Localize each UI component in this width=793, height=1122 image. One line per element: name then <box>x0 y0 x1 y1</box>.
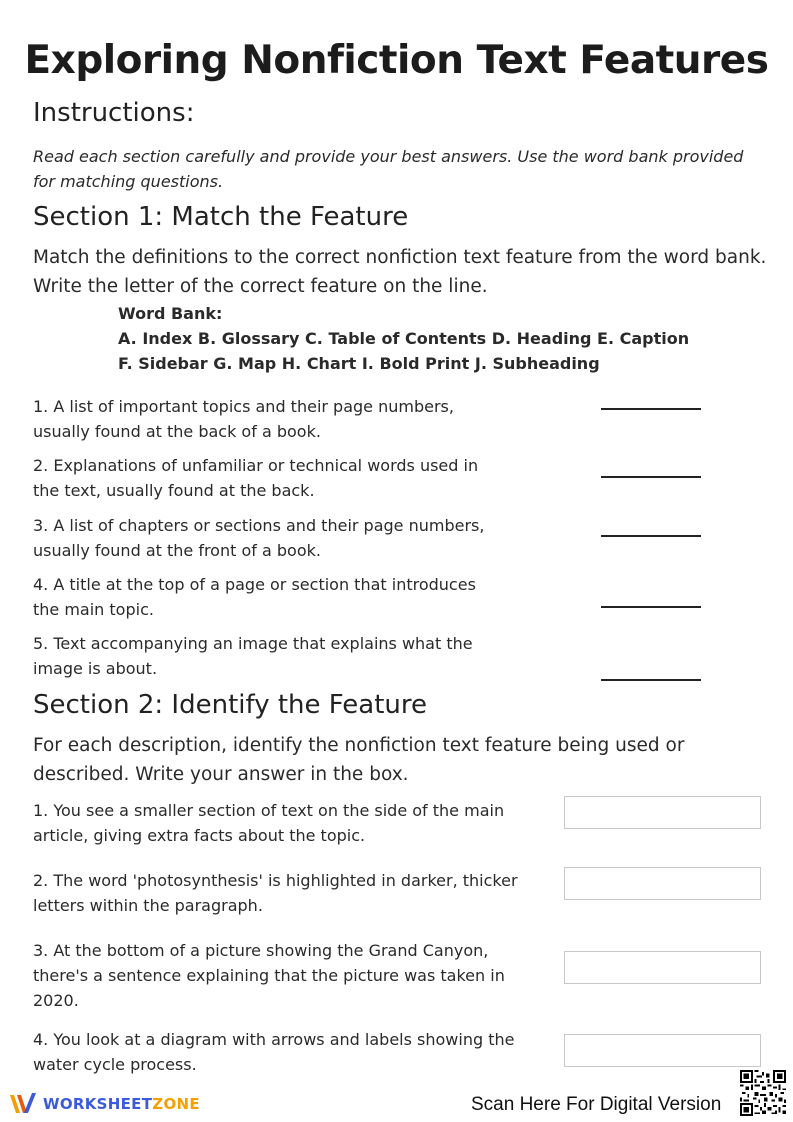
answer-box-3[interactable] <box>564 951 761 984</box>
logo-text <box>43 1095 200 1113</box>
answer-box-2[interactable] <box>564 867 761 900</box>
logo-word-worksheet: WORKSHEET <box>43 1095 153 1113</box>
worksheetzone-logo-icon <box>8 1091 38 1117</box>
match-question-2: 2. Explanations of unfamiliar or technical words used in the text, usually found at the back. <box>33 456 479 500</box>
worksheetzone-logo[interactable] <box>8 1091 200 1117</box>
word-bank-line: F. Sidebar G. Map H. Chart I. Bold Print J. Subheading <box>118 354 600 373</box>
word-bank <box>118 301 689 376</box>
answer-line-1[interactable] <box>601 408 701 410</box>
identify-question-1: 1. You see a smaller section of text on the side of the main article, giving extra facts about the topic. <box>33 801 505 845</box>
instructions-text: Read each section carefully and provide your best answers. Use the word bank provided for matching questions. <box>33 147 744 191</box>
word-bank-label: Word Bank: <box>118 304 223 323</box>
scan-text: Scan Here For Digital Version <box>471 1094 722 1115</box>
match-question-1: 1. A list of important topics and their page numbers, usually found at the back of a book. <box>33 397 454 441</box>
section1-heading: Section 1: Match the Feature <box>33 202 409 232</box>
answer-box-1[interactable] <box>564 796 761 829</box>
match-question-5: 5. Text accompanying an image that explains what the image is about. <box>33 634 473 678</box>
instructions-heading: Instructions: <box>33 98 195 128</box>
answer-line-3[interactable] <box>601 535 701 537</box>
logo-word-zone: ZONE <box>152 1095 200 1113</box>
section2-heading: Section 2: Identify the Feature <box>33 690 428 720</box>
identify-question-3: 3. At the bottom of a picture showing the Grand Canyon, there's a sentence explaining that the picture was taken in 2020. <box>33 941 505 1010</box>
answer-line-4[interactable] <box>601 606 701 608</box>
answer-box-4[interactable] <box>564 1034 761 1067</box>
word-bank-line: A. Index B. Glossary C. Table of Contents D. Heading E. Caption <box>118 329 690 348</box>
qr-code-icon[interactable] <box>740 1070 786 1116</box>
answer-line-2[interactable] <box>601 476 701 478</box>
section1-text: Match the definitions to the correct nonfiction text feature from the word bank. Write the letter of the correct feature on the line. <box>33 247 767 297</box>
identify-question-2: 2. The word 'photosynthesis' is highlighted in darker, thicker letters within the paragraph. <box>33 871 518 915</box>
match-question-4: 4. A title at the top of a page or section that introduces the main topic. <box>33 575 476 619</box>
identify-question-4: 4. You look at a diagram with arrows and labels showing the water cycle process. <box>33 1030 515 1074</box>
match-question-3: 3. A list of chapters or sections and their page numbers, usually found at the front of a book. <box>33 516 485 560</box>
page-title: Exploring Nonfiction Text Features <box>24 38 769 83</box>
answer-line-5[interactable] <box>601 679 701 681</box>
section2-text: For each description, identify the nonfiction text feature being used or described. Write your answer in the box. <box>33 735 685 785</box>
